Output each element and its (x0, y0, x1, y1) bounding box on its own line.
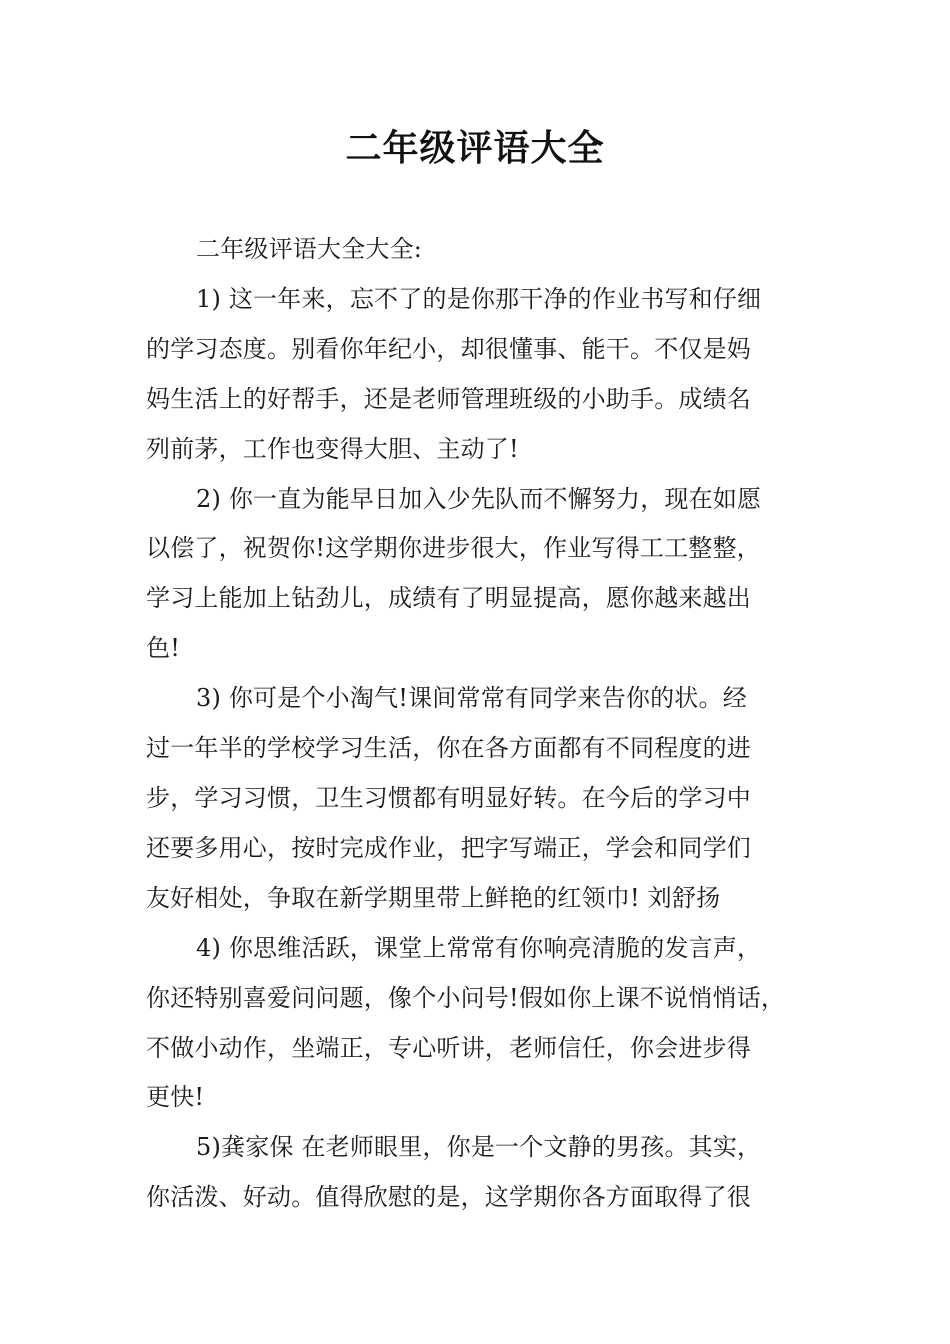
comment-3-line: 步，学习习惯，卫生习惯都有明显好转。在今后的学习中 (146, 783, 751, 812)
comment-3-line: 3) 你可是个小淘气!课间常常有同学来告你的状。经 (196, 684, 747, 713)
comment-2-line: 色! (146, 634, 181, 663)
comment-4-line: 不做小动作，坐端正，专心听讲，老师信任，你会进步得 (146, 1033, 751, 1062)
comment-1-line: 1) 这一年来，忘不了的是你那干净的作业书写和仔细 (196, 284, 762, 313)
comment-3-line: 还要多用心，按时完成作业，把字写端正，学会和同学们 (146, 833, 751, 862)
comment-5-line: 5)龚家保 在老师眼里，你是一个文静的男孩。其实， (196, 1133, 762, 1162)
comment-4-line: 更快! (146, 1083, 205, 1112)
document-title: 二年级评语大全 (345, 128, 605, 169)
comment-4-line: 4) 你思维活跃，课堂上常常有你响亮清脆的发言声， (196, 933, 762, 962)
comment-2-line: 以偿了，祝贺你!这学期你进步很大，作业写得工工整整， (146, 534, 761, 563)
comment-3-line: 友好相处，争取在新学期里带上鲜艳的红领巾! 刘舒扬 (146, 883, 721, 912)
comment-1-line: 妈生活上的好帮手，还是老师管理班级的小助手。成绩名 (146, 384, 751, 413)
comment-2-line: 2) 你一直为能早日加入少先队而不懈努力，现在如愿 (196, 484, 762, 513)
comment-2-line: 学习上能加上钻劲儿，成绩有了明显提高，愿你越来越出 (146, 584, 751, 613)
comment-4-line: 你还特别喜爱问问题，像个小问号!假如你上课不说悄悄话， (146, 983, 786, 1012)
intro-line: 二年级评语大全大全: (196, 235, 423, 263)
comment-1-line: 的学习态度。别看你年纪小，却很懂事、能干。不仅是妈 (146, 334, 751, 363)
comment-5-line: 你活泼、好动。值得欣慰的是，这学期你各方面取得了很 (146, 1183, 751, 1212)
document-body (146, 225, 826, 1223)
comment-3-line: 过一年半的学校学习生活，你在各方面都有不同程度的进 (146, 734, 751, 763)
comment-1-line: 列前茅，工作也变得大胆、主动了! (146, 434, 519, 463)
